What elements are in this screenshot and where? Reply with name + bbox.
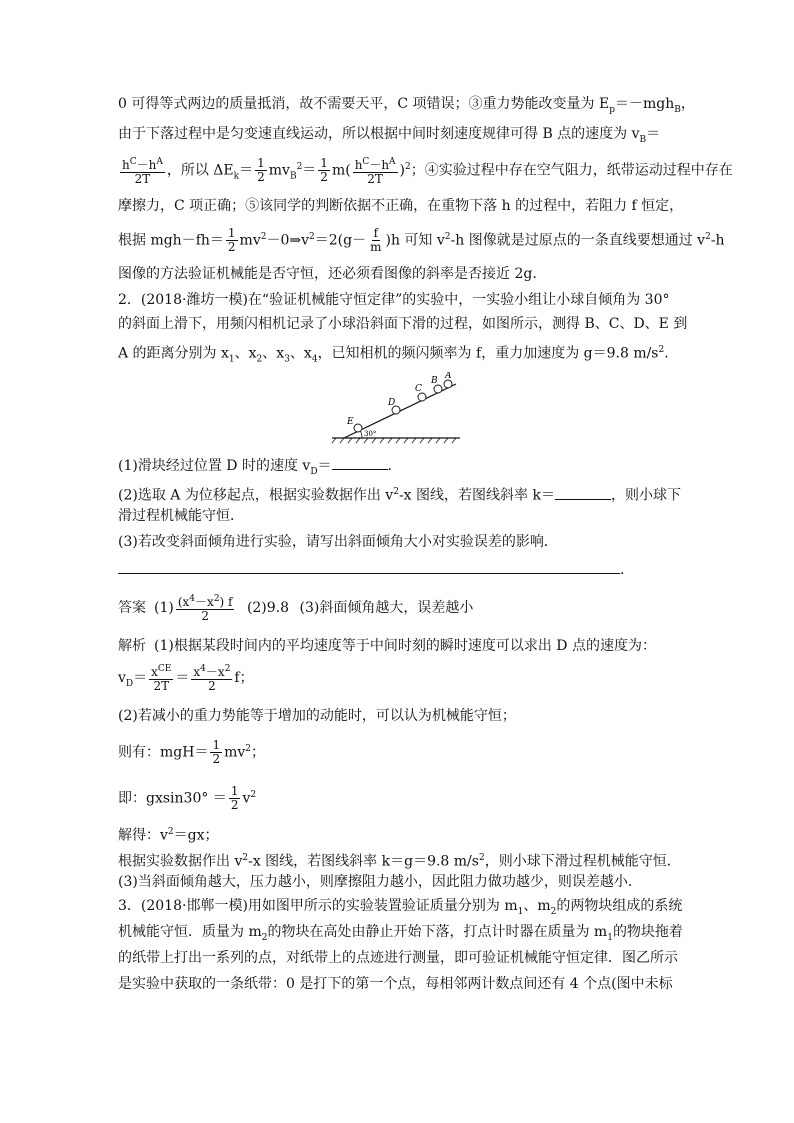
ball-a [444, 380, 452, 388]
solution-line-2 [118, 124, 660, 144]
incline-figure [328, 372, 468, 444]
text: ＝－mgh [614, 96, 675, 112]
analysis-line-6: 解得：$v^2=gx$； [118, 827, 219, 844]
question-2-line-1 [118, 290, 670, 310]
label-b: B [431, 376, 438, 386]
question-3-line-1: 3．(2018·邯郸一模)用如图甲所示的实验装置验证质量分别为 $m_1$、$m_2$的两物块组成的系统 [118, 898, 683, 917]
analysis-line-4: 则有：mgH＝ $\frac{1}{2}$ $mv^2$； [118, 738, 266, 767]
label-e: E [347, 417, 354, 427]
fraction: $\frac{h^C-h^A}{2T}$ [122, 156, 163, 186]
analysis-line-3: (2)若减小的重力势能等于增加的动能时，可以认为机械能守恒； [118, 708, 516, 724]
solution-line-5: 根据 mgh－fh＝ $\frac{1}{2}$ $mv^2-0\Rightarrow v^2=2(g-$ $\frac{f}{m}$ )h 可知 $v^2-h$ 图像就是过原点的一条直线要想通过 $v^2-h$ [118, 226, 725, 255]
question-3-line-3: 的纸带上打出一系列的点，对纸带上的点迹进行测量，即可验证机械能守恒定律．图乙所示 [118, 950, 678, 966]
label-c: C [415, 384, 422, 394]
text: 0 可得等式两边的质量抵消，故不需要天平，C 项错误；③重力势能改变量为 E [118, 96, 610, 112]
analysis-line-8: (3)当斜面倾角越大，压力越小，则摩擦阻力越小，因此阻力做功越少，则误差越小． [118, 874, 642, 890]
analysis-line-2: $v_D=$ $\frac{x^{CE}}{2T}$ ＝ $\frac{x^4-x^2}{2}$ f； [118, 664, 254, 693]
text: 摩擦力，C 项正确；⑤该同学的判断依据不正确，在重物下落 h 的过程中，若阻力 f 恒定， [118, 198, 684, 214]
fraction: $\frac{1}{2}$ [230, 784, 239, 813]
ball-c [418, 393, 426, 401]
solution-line-1 [118, 94, 695, 114]
question-2-part-2-cont: 滑过程机械能守恒． [118, 508, 244, 524]
answer-line: 答案 (1) $\frac{(x^4-x^2) f}{2}$ (2)9.8 (3)斜面倾角越大，误差越小 [118, 594, 474, 623]
answer-blank-2 [555, 499, 611, 500]
answer-label: 答案 [118, 600, 146, 616]
question-3-line-2: 机械能守恒．质量为 $m_2$的物块在高处由静止开始下落，打点计时器在质量为 $m_1$的物块拖着 [118, 924, 683, 943]
text: 由于下落过程中是匀变速直线运动，所以根据中间时刻速度规律可得 B 点的速度为 v [118, 126, 640, 142]
text: ＝ [646, 126, 661, 142]
ball-e [354, 424, 362, 432]
text: ， [680, 96, 695, 112]
subscript: B [674, 104, 681, 115]
fraction: $\frac{1}{2}$ [320, 156, 328, 185]
subscript: B [639, 134, 647, 145]
fraction: $\frac{x^{CE}}{2T}$ [151, 664, 172, 693]
solution-line-3: $\frac{h^C-h^A}{2T}$ ，所以 $\Delta E_k=$ $\frac{1}{2}$ $mv_B^2=$ $\frac{1}{2}$ m( $\frac{h^C-h^A}{2T}$ )$^2$；④实验过程中存在空气阻力，纸带运动过程中存在 [122, 156, 733, 186]
fraction: $\frac{h^C-h^A}{2T}$ [354, 156, 396, 186]
text: 2．(2018·潍坊一模)在“验证机械能守恒定律”的实验中，一实验小组让小球自倾角为 30° [118, 292, 670, 308]
question-3-line-4: 是实验中获取的一条纸带：0 是打下的第一个点，每相邻两计数点间还有 4 个点(图中未标 [118, 976, 673, 992]
analysis-line-5: 即：gxsin30° ＝ $\frac{1}{2}$ $v^2$ [118, 784, 257, 813]
answer-blank-3 [118, 573, 620, 574]
ball-b [434, 385, 442, 393]
question-2-line-3: A 的距离分别为 $x_1$、$x_2$、$x_3$、$x_4$，已知相机的频闪频率为 f，重力加速度为 g＝9.8 $m/s^2$. [118, 345, 669, 365]
subscript: p [609, 104, 615, 115]
analysis-line-1: 解析 (1)根据某段时间内的平均速度等于中间时刻的瞬时速度可以求出 D 点的速度为： [118, 638, 656, 654]
label-d: D [388, 398, 396, 408]
fraction: $\frac{1}{2}$ [257, 156, 265, 185]
solution-line-4 [118, 196, 683, 216]
label-a: A [445, 372, 452, 381]
ground-hatching [332, 438, 456, 443]
question-2-part-1: (1)滑块经过位置 D 时的速度 $v_D=$ . [118, 458, 392, 477]
fraction: $\frac{1}{2}$ [227, 226, 236, 255]
fraction: $\frac{f}{m}$ [370, 226, 382, 255]
text: 图像的方法验证机械能是否守恒，还必须看图像的斜率是否接近 2g. [118, 266, 537, 282]
fraction: $\frac{(x^4-x^2) f}{2}$ [177, 594, 233, 623]
text: 的斜面上滑下，用频闪相机记录了小球沿斜面下滑的过程，如图所示，测得 B、C、D、E 到 [118, 316, 688, 332]
analysis-line-7: 根据实验数据作出 $v^2-x$ 图线，若图线斜率 k＝g＝9.8 $m/s^2$，则小球下滑过程机械能守恒． [118, 853, 681, 870]
fraction: $\frac{x^4-x^2}{2}$ [193, 664, 231, 693]
solution-line-6 [118, 264, 537, 284]
analysis-label: 解析 [118, 638, 146, 654]
question-2-part-3-blank: . [118, 560, 624, 580]
question-2-line-2 [118, 314, 687, 334]
angle-label: 30° [364, 430, 377, 438]
answer-blank-1 [332, 469, 388, 470]
fraction: $\frac{1}{2}$ [212, 738, 221, 767]
question-2-part-2: (2)选取 A 为位移起点，根据实验数据作出 $v^2-x$ 图线，若图线斜率 k＝ ，则小球下 [118, 487, 681, 504]
question-2-part-3: (3)若改变斜面倾角进行实验，请写出斜面倾角大小对实验误差的影响． [118, 534, 558, 550]
